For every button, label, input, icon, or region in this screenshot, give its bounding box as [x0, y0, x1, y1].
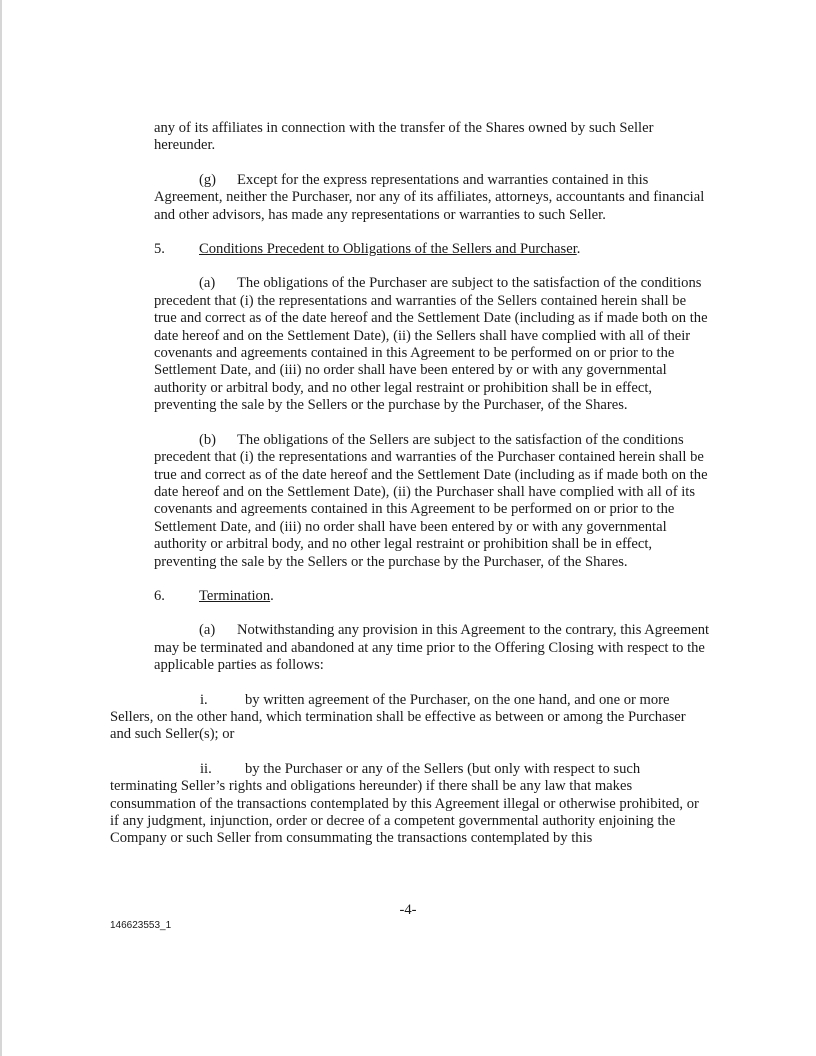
section-5-title-end: . — [576, 241, 581, 258]
paragraph-5a-text: The obligations of the Purchaser are subject to the satisfaction of the conditions precedent that (i) the representations and warranties of the Sellers contained herein shall be true and correct as of the date hereof and the Settlement Date (including as if made both on the date hereof and on the Settlement Date), (ii) the Sellers shall have complied with all of their covenants and agreements contained in this Agreement to be performed on or prior to the Settlement Date, and (iii) no order shall have been entered by or with any governmental authority or arbitral body, and no other legal restraint or prohibition shall be in effect, preventing the sale by the Sellers or the purchase by the Purchaser, of the Shares. — [154, 275, 708, 414]
paragraph-5b-label: (b) — [199, 431, 217, 448]
item-ii-label: ii. — [200, 760, 212, 777]
paragraph-g-text: Except for the express representations and warranties contained in this Agreement, neither the Purchaser, nor any of its affiliates, attorneys, accountants and financial and other advisors, has made any representations or warranties to such Seller. — [154, 171, 705, 223]
item-ii-text: by the Purchaser or any of the Sellers (but only with respect to such terminating Seller’s rights and obligations hereunder) if there shall be any law that makes consummation of the transactions contemplated by this Agreement illegal or otherwise prohibited, or if any judgment, injunction, order or decree of a competent governmental authority enjoining the Company or such Seller from consummating the transactions contemplated by this — [110, 760, 699, 847]
paragraph-g — [110, 172, 710, 224]
paragraph-6a — [110, 622, 710, 674]
page-edge — [0, 0, 2, 1056]
section-6-title: Termination — [199, 587, 271, 604]
item-ii — [110, 761, 710, 848]
paragraph-5b-text: The obligations of the Sellers are subject to the satisfaction of the conditions precedent that (i) the representations and warranties of the Purchaser contained herein shall be true and correct as of the date hereof and the Settlement Date (including as if made both on the date hereof and on the Settlement Date), (ii) the Purchaser shall have complied with all of its covenants and agreements contained in this Agreement to be performed on or prior to the Settlement Date, and (iii) no order shall have been entered by or with any governmental authority or arbitral body, and no other legal restraint or prohibition shall be in effect, preventing the sale by the Sellers or the purchase by the Purchaser, of the Shares. — [154, 431, 708, 570]
section-6-heading — [110, 588, 710, 605]
section-5-heading — [110, 241, 710, 258]
item-i — [110, 692, 710, 744]
section-6-title-end: . — [270, 587, 274, 604]
paragraph-5a — [110, 275, 710, 414]
item-i-text: by written agreement of the Purchaser, on the one hand, and one or more Sellers, on the other hand, which termination shall be effective as between or among the Purchaser and such Seller(s); or — [110, 691, 686, 743]
section-5-title: Conditions Precedent to Obligations of the Sellers and Purchaser — [199, 241, 577, 258]
page-number: -4- — [399, 902, 417, 918]
document-body — [110, 120, 710, 848]
paragraph-6a-text: Notwithstanding any provision in this Agreement to the contrary, this Agreement may be terminated and abandoned at any time prior to the Offering Closing with respect to the applicable parties as follows: — [154, 622, 710, 674]
section-6-number: 6. — [154, 587, 165, 604]
item-i-label: i. — [200, 691, 208, 708]
document-id: 146623553_1 — [110, 920, 172, 931]
paragraph-5a-label: (a) — [199, 275, 216, 292]
continuation-text: any of its affiliates in connection with the transfer of the Shares owned by such Seller hereunder. — [154, 120, 654, 154]
section-5-number: 5. — [154, 241, 165, 258]
paragraph-g-label: (g) — [199, 171, 217, 188]
continuation-paragraph — [110, 120, 710, 155]
paragraph-6a-label: (a) — [199, 622, 216, 639]
paragraph-5b — [110, 432, 710, 571]
